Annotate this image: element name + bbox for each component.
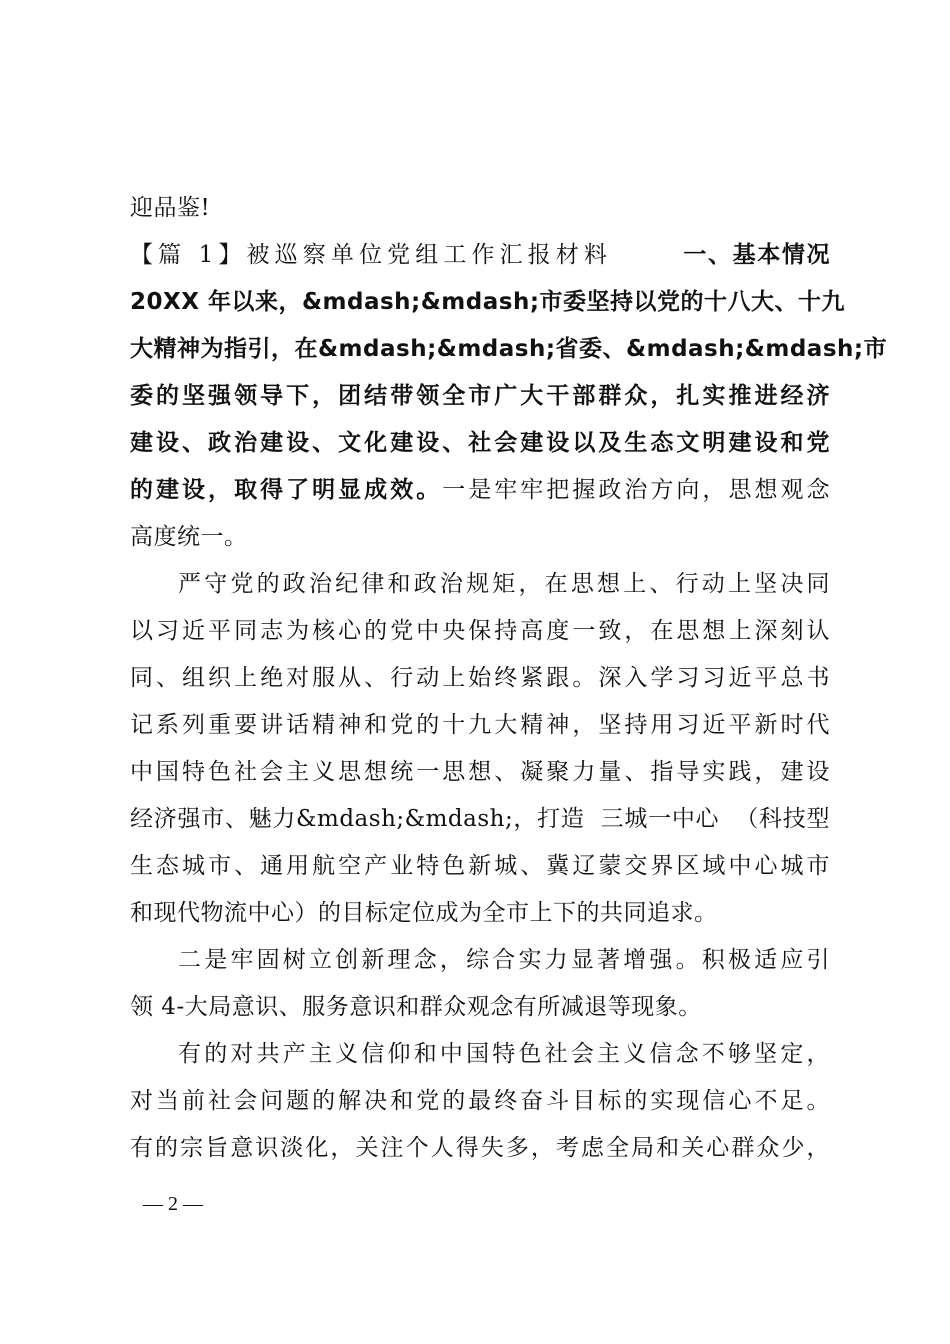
text-run: 一、基本情况	[683, 242, 830, 268]
text-run: 对当前社会问题的解决和党的最终奋斗目标的实现信心不足。	[130, 1088, 830, 1114]
text-run: 有的宗旨意识淡化，关注个人得失多，考虑全局和关心群众少，	[130, 1135, 830, 1161]
text-line	[130, 326, 888, 373]
text-line	[130, 467, 830, 514]
text-run: 以习近平同志为核心的党中央保持高度一致，在思想上深刻认	[130, 618, 830, 644]
text-line	[130, 561, 830, 608]
text-run: 20XX 年以来，&mdash;&mdash;市委坚持以党的十八大、十九	[130, 289, 846, 315]
text-run: 记系列重要讲话精神和党的十九大精神，坚持用习近平新时代	[130, 712, 830, 738]
text-run: 大精神为指引，在&mdash;&mdash;省委、&mdash;&mdash;市	[130, 336, 888, 362]
text-line	[130, 937, 830, 984]
text-run: 有的对共产主义信仰和中国特色社会主义信念不够坚定，	[178, 1041, 830, 1067]
text-run: 一是牢牢把握政治方向，思想观念	[442, 477, 831, 503]
document-body	[130, 185, 888, 1172]
text-run: 同、组织上绝对服从、行动上始终紧跟。深入学习习近平总书	[130, 665, 830, 691]
text-line	[130, 514, 830, 561]
text-line	[130, 890, 830, 937]
text-line	[130, 984, 830, 1031]
text-line	[130, 185, 830, 232]
page-number: — 2 —	[143, 1193, 203, 1215]
text-line	[130, 796, 830, 843]
text-run: 领 4-大局意识、服务意识和群众观念有所减退等现象。	[130, 994, 702, 1020]
text-line	[130, 232, 830, 279]
text-line	[130, 1078, 830, 1125]
text-line	[130, 655, 830, 702]
text-line	[130, 1125, 830, 1172]
text-run: 高度统一。	[130, 524, 248, 550]
text-line	[130, 420, 830, 467]
text-run: 和现代物流中心）的目标定位成为全市上下的共同追求。	[130, 900, 718, 926]
text-line	[130, 1031, 830, 1078]
text-run: 经济强市、魅力&mdash;&mdash;，打造 三城一中心 （科技型	[130, 806, 830, 832]
text-run	[612, 242, 683, 268]
paragraph	[130, 232, 888, 561]
text-run: 二是牢固树立创新理念，综合实力显著增强。积极适应引	[178, 947, 830, 973]
text-run: 的建设，取得了明显成效。	[130, 477, 443, 503]
text-line	[130, 702, 830, 749]
text-run: 【篇 1】被巡察单位党组工作汇报材料	[130, 242, 613, 268]
paragraph	[130, 185, 830, 232]
text-run: 委的坚强领导下，团结带领全市广大干部群众，扎实推进经济	[130, 383, 830, 409]
paragraph	[130, 1031, 830, 1172]
paragraph	[130, 561, 830, 937]
text-run: 中国特色社会主义思想统一思想、凝聚力量、指导实践，建设	[130, 759, 830, 785]
text-line	[130, 373, 830, 420]
text-run: 迎品鉴!	[130, 195, 211, 221]
text-line	[130, 608, 830, 655]
text-line	[130, 843, 830, 890]
text-line	[130, 279, 846, 326]
paragraph	[130, 937, 830, 1031]
text-run: 生态城市、通用航空产业特色新城、冀辽蒙交界区域中心城市	[130, 853, 830, 879]
text-run: 严守党的政治纪律和政治规矩，在思想上、行动上坚决同	[178, 571, 830, 597]
text-line	[130, 749, 830, 796]
text-run: 建设、政治建设、文化建设、社会建设以及生态文明建设和党	[130, 430, 830, 456]
